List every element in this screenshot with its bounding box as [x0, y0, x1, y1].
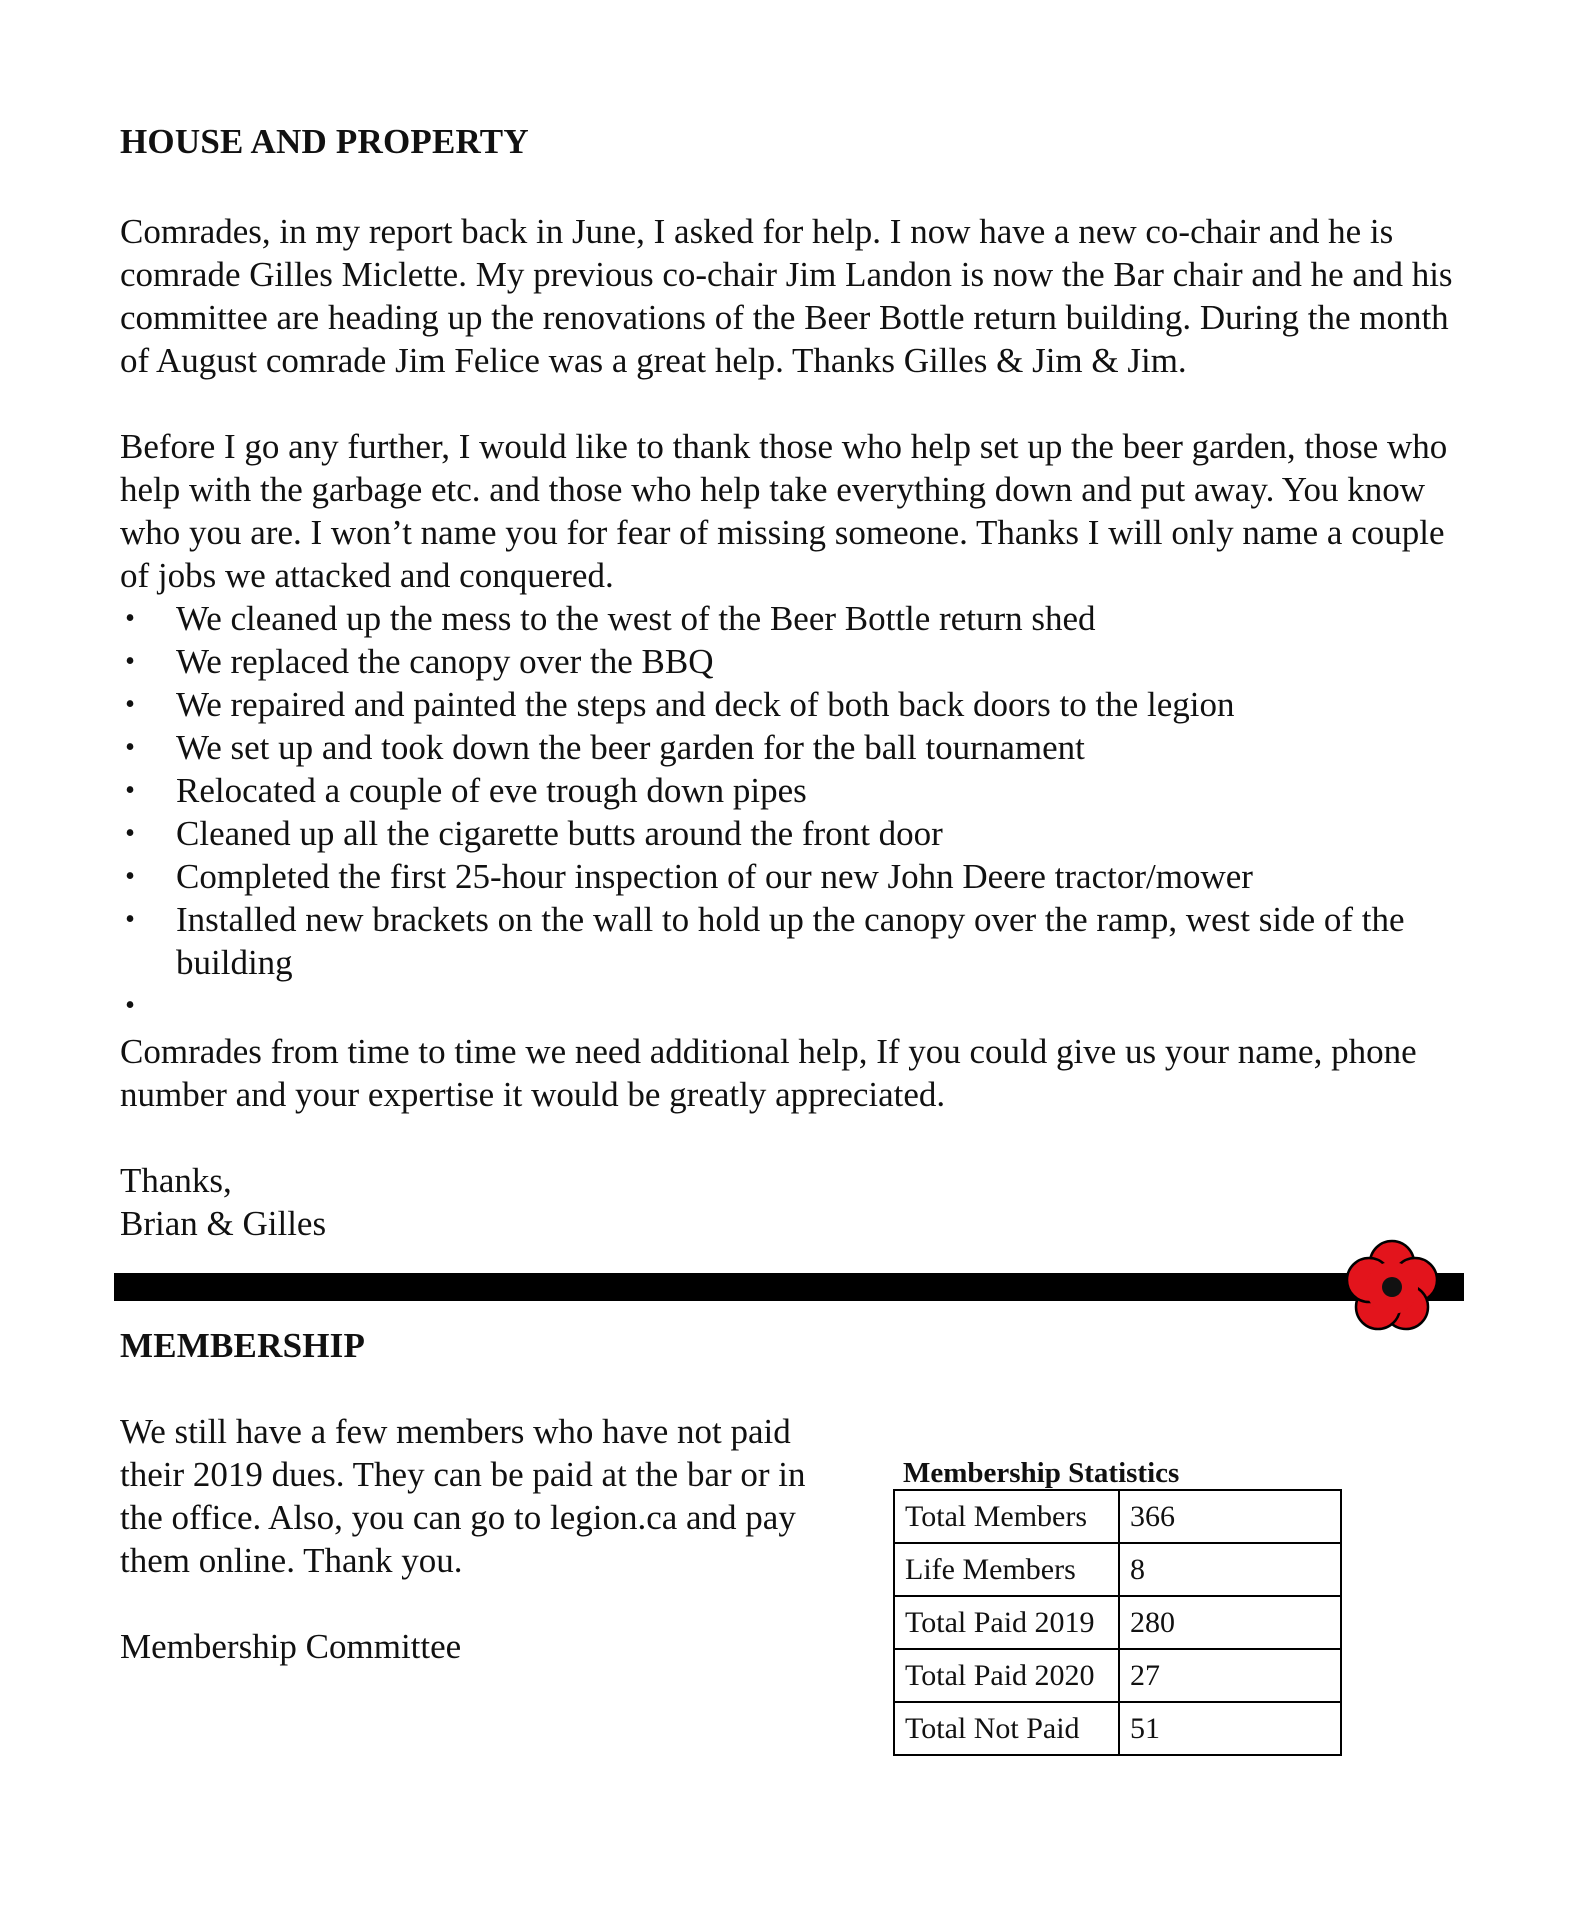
table-row — [894, 1490, 1341, 1543]
stat-value: 366 — [1119, 1490, 1341, 1543]
stat-value: 51 — [1119, 1702, 1341, 1755]
stat-value: 27 — [1119, 1649, 1341, 1702]
table-row — [894, 1543, 1341, 1596]
job-text: We set up and took down the beer garden for the ball tournament — [176, 728, 1085, 767]
bullet-icon: • — [125, 818, 135, 849]
section-divider — [114, 1273, 1464, 1301]
job-text: Cleaned up all the cigarette butts around the front door — [176, 814, 943, 853]
list-item — [120, 855, 1460, 898]
stats-table-title: Membership Statistics — [903, 1457, 1180, 1489]
stat-label: Life Members — [894, 1543, 1119, 1596]
job-text: Relocated a couple of eve trough down pipes — [176, 771, 807, 810]
table-row — [894, 1702, 1341, 1755]
list-item — [120, 683, 1460, 726]
poppy-icon — [1342, 1236, 1442, 1336]
signature-text: Brian & Gilles — [120, 1204, 327, 1243]
stat-label: Total Paid 2019 — [894, 1596, 1119, 1649]
stat-label: Total Not Paid — [894, 1702, 1119, 1755]
bullet-icon: • — [125, 646, 135, 677]
membership-heading: MEMBERSHIP — [120, 1326, 366, 1365]
membership-stats-table — [893, 1489, 1342, 1756]
bullet-icon: • — [125, 861, 135, 892]
thanks-text: Thanks, — [120, 1161, 232, 1200]
list-item — [120, 812, 1460, 855]
table-row — [894, 1596, 1341, 1649]
list-item — [120, 640, 1460, 683]
jobs-list — [120, 597, 1460, 1027]
house-intro-paragraph: Comrades, in my report back in June, I asked for help. I now have a new co-chair and he is comrade Gilles Miclette. My previous co-chair Jim Landon is now the Bar chair and he and his committee are heading up the renovations of the Beer Bottle return building. During the month of August comrade Jim Felice was a great help. Thanks Gilles & Jim & Jim. — [120, 212, 1453, 380]
bullet-icon: • — [125, 990, 135, 1021]
membership-paragraph: We still have a few members who have not paid their 2019 dues. They can be paid at the bar or in the office. Also, you can go to legion.ca and pay them online. Thank you. — [120, 1412, 806, 1580]
bullet-icon: • — [125, 775, 135, 806]
list-item-empty — [120, 984, 1460, 1027]
table-row — [894, 1649, 1341, 1702]
job-text: We replaced the canopy over the BBQ — [176, 642, 714, 681]
job-text: We repaired and painted the steps and deck of both back doors to the legion — [176, 685, 1235, 724]
list-item — [120, 898, 1460, 984]
help-request-paragraph: Comrades from time to time we need additional help, If you could give us your name, phone number and your expertise it would be greatly appreciated. — [120, 1032, 1417, 1114]
stat-value: 8 — [1119, 1543, 1341, 1596]
stat-value: 280 — [1119, 1596, 1341, 1649]
membership-signature: Membership Committee — [120, 1627, 462, 1666]
job-text: We cleaned up the mess to the west of the Beer Bottle return shed — [176, 599, 1096, 638]
list-item — [120, 769, 1460, 812]
job-text: Installed new brackets on the wall to hold up the canopy over the ramp, west side of the building — [176, 900, 1405, 982]
list-item — [120, 597, 1460, 640]
bullet-icon: • — [125, 689, 135, 720]
house-property-heading: HOUSE AND PROPERTY — [120, 122, 529, 161]
job-text: Completed the first 25-hour inspection of our new John Deere tractor/mower — [176, 857, 1253, 896]
house-signoff — [120, 1159, 326, 1245]
stat-label: Total Paid 2020 — [894, 1649, 1119, 1702]
bullet-icon: • — [125, 603, 135, 634]
bullet-icon: • — [125, 904, 135, 935]
stat-label: Total Members — [894, 1490, 1119, 1543]
bullet-icon: • — [125, 732, 135, 763]
list-item — [120, 726, 1460, 769]
house-thanks-paragraph: Before I go any further, I would like to thank those who help set up the beer garden, those who help with the garbage etc. and those who help take everything down and put away. You know who you are. I won’t name you for fear of missing someone. Thanks I will only name a couple of jobs we attacked and conquered. — [120, 427, 1448, 595]
